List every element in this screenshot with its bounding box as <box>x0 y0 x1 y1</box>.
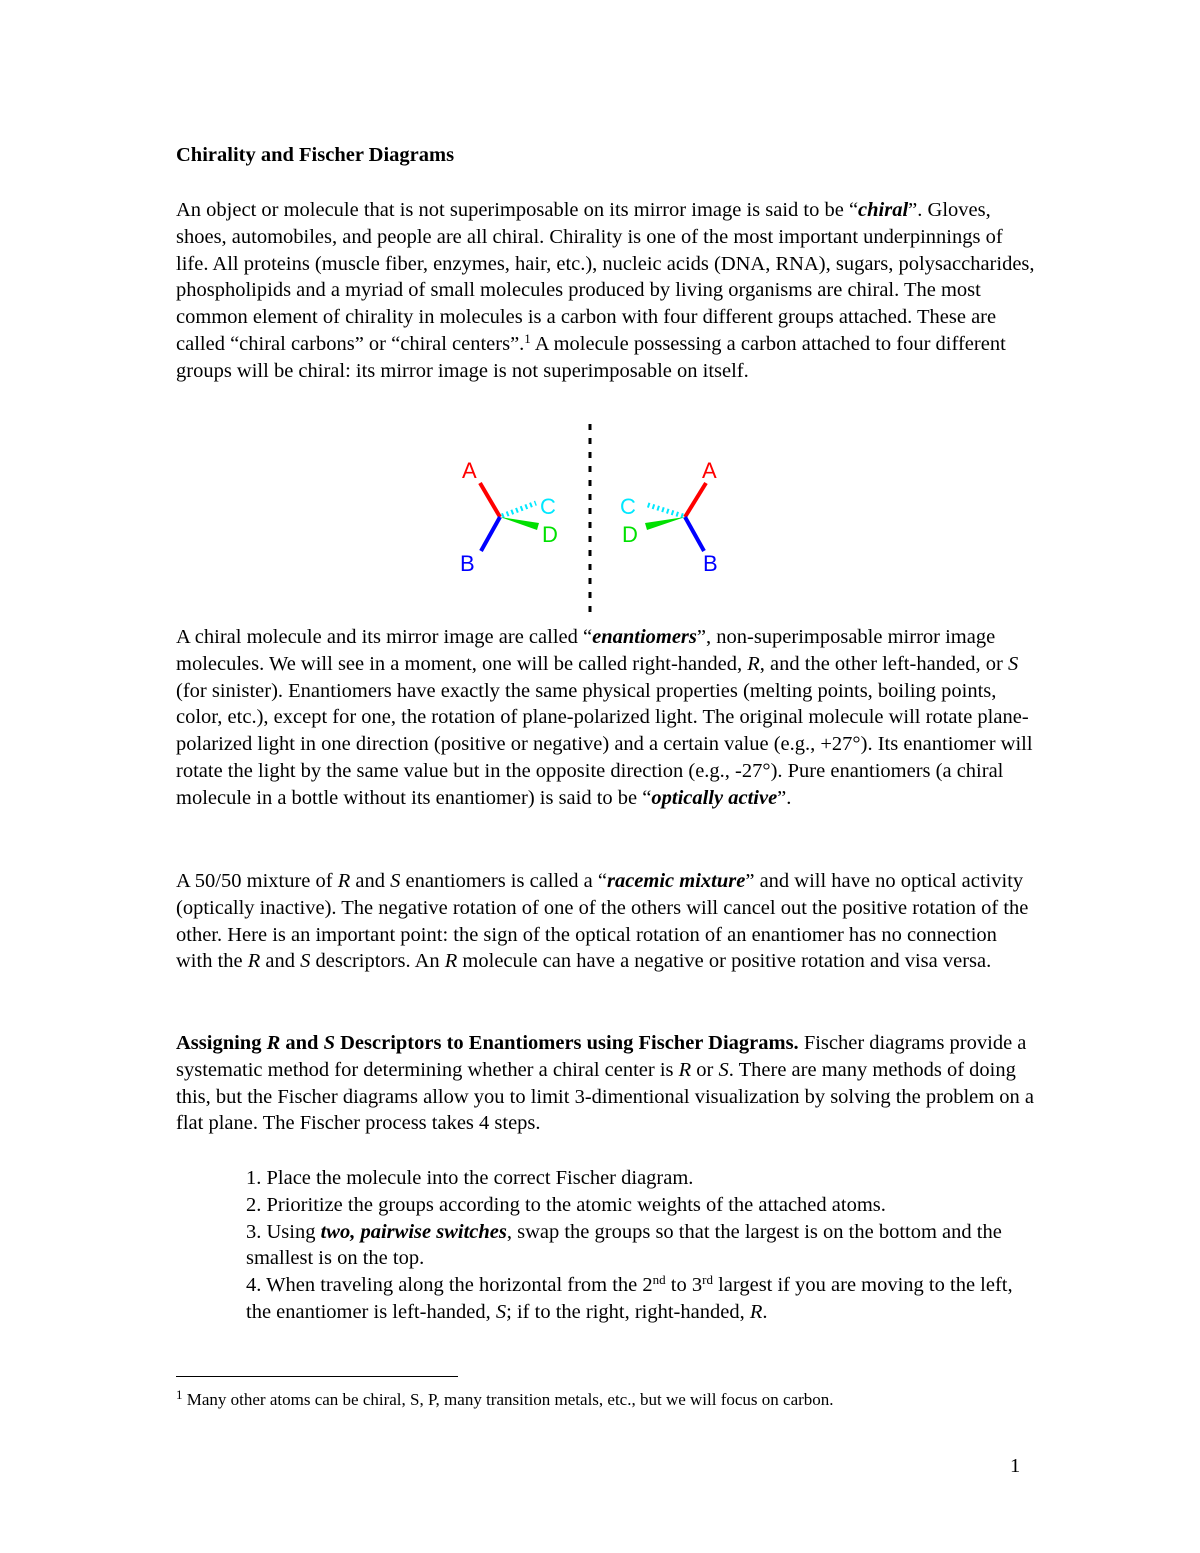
left-label-c: C <box>540 494 556 519</box>
footnote <box>176 1388 834 1412</box>
paragraph-racemic: A 50/50 mixture of R and S enantiomers is called a “racemic mixture” and will have no optical activity (optically inactive). The negative rotation of one of the others will cancel out the positive rotation of the other. Here is an important point: the sign of the optical rotation of an enantiomer has no connection with the R and S descriptors. An R molecule can have a negative or positive rotation and visa versa. <box>176 870 1029 973</box>
enantiomer-mirror-diagram <box>440 420 760 620</box>
list-item: 2. Prioritize the groups according to the atomic weights of the attached atoms. <box>246 1193 886 1216</box>
left-label-a: A <box>462 458 477 483</box>
term-chiral: chiral <box>858 199 909 221</box>
page-title: Chirality and Fischer Diagrams <box>176 144 455 166</box>
right-bond-b <box>685 517 704 551</box>
footnote-separator <box>176 1376 458 1377</box>
paragraph-chirality-intro: An object or molecule that is not superimposable on its mirror image is said to be “chiral”. Gloves, shoes, automobiles, and people are all chiral. Chirality is one of the most important underpinnings of life. All proteins (muscle fiber, enzymes, hair, etc.), nucleic acids (DNA, RNA), sugars, polysaccharides, phospholipids and a myriad of small molecules produced by living organisms are chiral. The most common element of chirality in molecules is a carbon with four different groups attached. These are called “chiral carbons” or “chiral centers”.$^1$ A molecule possessing a carbon attached to four different groups will be chiral: its mirror image is not superimposable on itself. <box>176 199 1035 382</box>
right-label-c: C <box>620 494 636 519</box>
term-optically-active: optically active <box>651 786 778 809</box>
page-number: 1 <box>1010 1455 1021 1477</box>
left-bond-a <box>480 483 500 517</box>
footnote-number: 1 <box>176 1387 183 1402</box>
section-heading-fischer: Assigning R and S Descriptors to Enantiomers using Fischer Diagrams. <box>176 1032 799 1054</box>
left-label-b: B <box>460 551 475 576</box>
right-label-b: B <box>703 551 718 576</box>
right-label-a: A <box>702 458 717 483</box>
footnote-text: Many other atoms can be chiral, S, P, many transition metals, etc., but we will focus on carbon. <box>186 1390 834 1409</box>
list-item: 3. Using two, pairwise switches, swap the groups so that the largest is on the bottom and the smallest is on the top. <box>246 1220 1002 1270</box>
list-item: 1. Place the molecule into the correct Fischer diagram. <box>246 1167 694 1189</box>
footnote-reference[interactable]: 1 <box>524 330 531 346</box>
right-bond-d-wedge <box>645 517 685 530</box>
left-bond-c-hashed <box>502 503 536 516</box>
left-label-d: D <box>542 522 558 547</box>
paragraph-enantiomers: A chiral molecule and its mirror image are called “enantiomers”, non-superimposable mirror image molecules. We will see in a moment, one will be called right-handed, R, and the other left-handed, or S (for sinister). Enantiomers have exactly the same physical properties (melting points, boiling points, color, etc.), except for one, the rotation of plane-polarized light. The original molecule will rotate plane-polarized light in one direction (positive or negative) and a certain value (e.g., +27°). Its enantiomer will rotate the light by the same value but in the opposite direction (e.g., -27°). Pure enantiomers (a chiral molecule in a bottle without its enantiomer) is said to be “optically active”. <box>176 626 1033 809</box>
term-enantiomers: enantiomers <box>592 626 697 648</box>
right-bond-c-hashed <box>645 504 683 516</box>
term-racemic-mixture: racemic mixture <box>606 870 746 892</box>
right-bond-a <box>685 483 706 517</box>
list-item: 4. When traveling along the horizontal from the 2nd to 3rd largest if you are moving to the left, the enantiomer is left-handed, S; if to the right, right-handed, R. <box>246 1272 1013 1323</box>
right-label-d: D <box>622 522 638 547</box>
fischer-steps-list <box>246 1165 1016 1326</box>
left-bond-d-wedge <box>500 517 539 530</box>
paragraph-fischer-method: Assigning R and S Descriptors to Enantiomers using Fischer Diagrams. Fischer diagrams provide a systematic method for determining whether a chiral center is R or S. There are many methods of doing this, but the Fischer diagrams allow you to limit 3-dimentional visualization by solving the problem on a flat plane. The Fischer process takes 4 steps. <box>176 1032 1035 1135</box>
term-two-pairwise-switches: two, pairwise switches <box>320 1220 507 1243</box>
left-bond-b <box>481 517 500 551</box>
